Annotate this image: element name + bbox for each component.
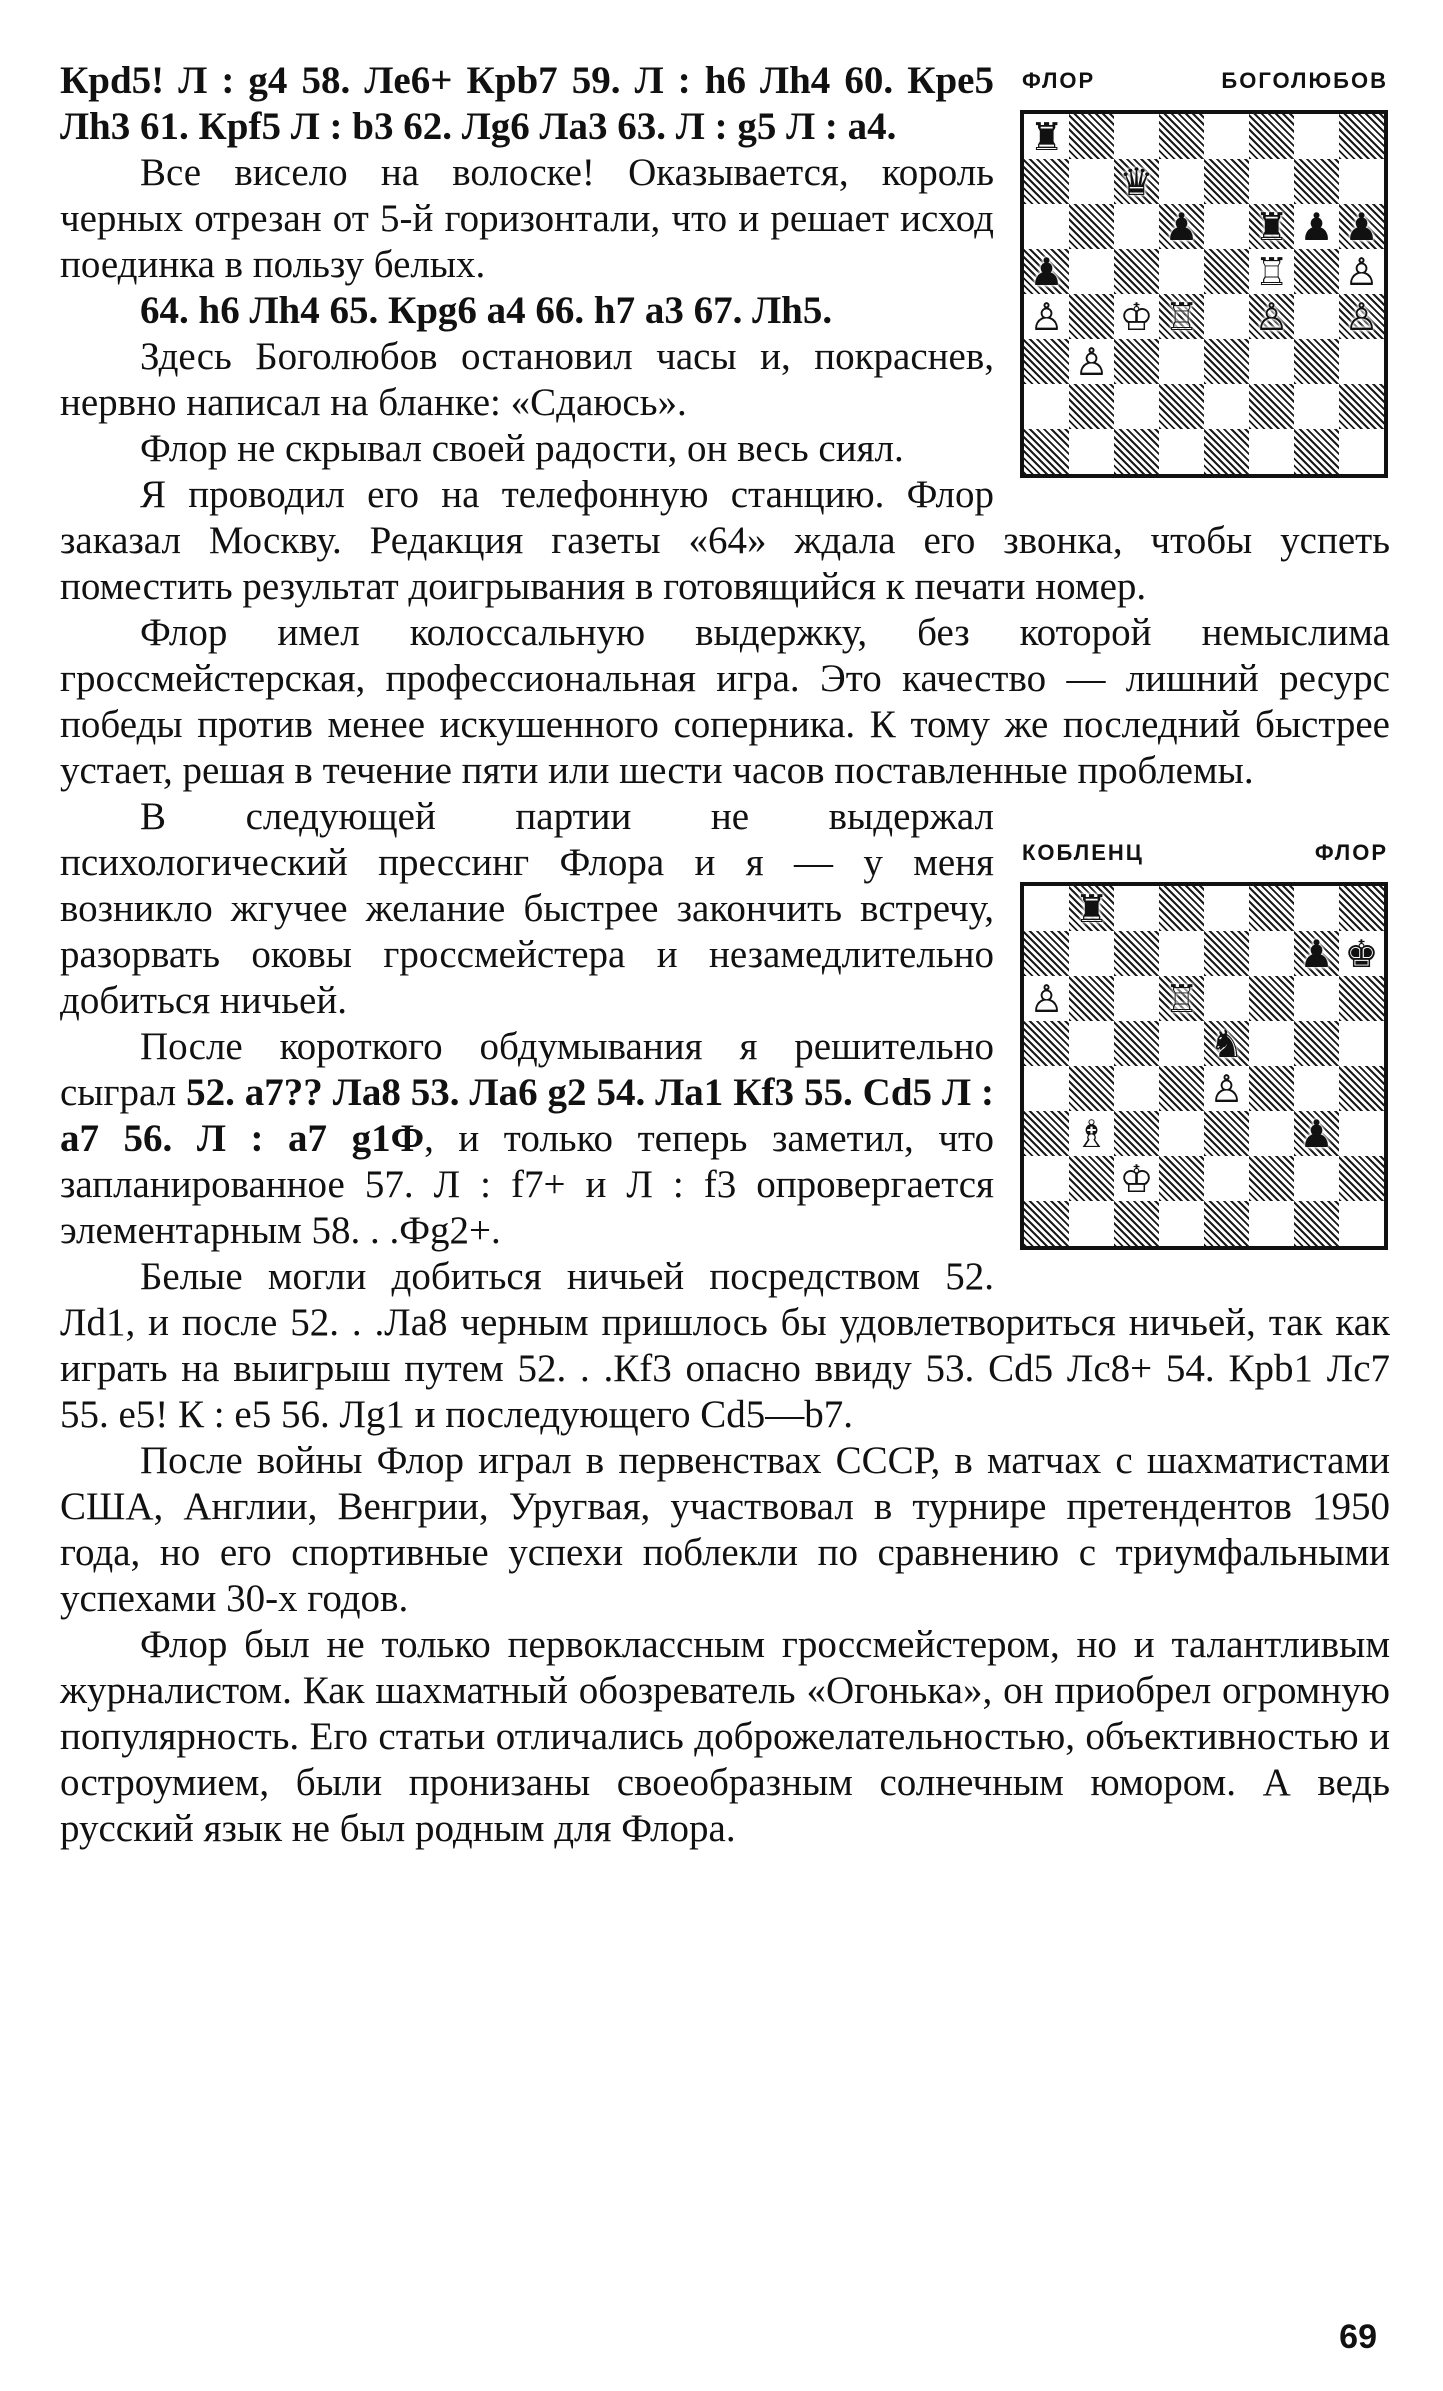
- board-square: [1204, 1066, 1249, 1111]
- board-square: [1159, 429, 1204, 474]
- board-square: [1294, 204, 1339, 249]
- board-square: [1024, 429, 1069, 474]
- white-pawn-icon: ♙: [1074, 339, 1109, 384]
- white-pawn-icon: ♙: [1029, 294, 1064, 339]
- board-square: [1204, 429, 1249, 474]
- paragraph: Я проводил его на телефонную станцию. Флор заказал Москву. Редакция газеты «64» ждала его звонка, чтобы успеть поместить результат доигрывания в готовящийся к печати номер.: [60, 473, 1390, 608]
- black-pawn-icon: ♟: [1299, 1111, 1334, 1156]
- board-square: [1159, 886, 1204, 931]
- black-queen-icon: ♛: [1119, 159, 1154, 204]
- paragraph: Флор был не только первоклассным гроссмейстером, но и талантливым журналистом. Как шахматный обозреватель «Огонька», он приобрел огромную популярность. Его статьи отличались доброжелательностью, объективностью и остроумием, были пронизаны своеобразным солнечным юмором. А ведь русский язык не был родным для Флора.: [60, 1623, 1390, 1850]
- paragraph-part: , и только теперь заметил, что запланированное 57. Л : f7+ и Л : f3 опровергается элементарным 58. . .Фg2+.: [60, 1117, 994, 1252]
- board-square: [1069, 249, 1114, 294]
- board-square: [1339, 1156, 1384, 1201]
- black-rook-icon: ♜: [1254, 204, 1289, 249]
- white-rook-icon: ♖: [1254, 249, 1289, 294]
- board-square: [1339, 1066, 1384, 1111]
- board-square: [1249, 249, 1294, 294]
- board-square: [1159, 294, 1204, 339]
- paragraph: Все висело на волоске! Оказывается, король черных отрезан от 5-й горизонтали, что и решает исход поединка в пользу белых.: [60, 151, 994, 286]
- board-square: [1024, 1111, 1069, 1156]
- board-square: [1069, 1111, 1114, 1156]
- board-square: [1024, 204, 1069, 249]
- board-square: [1069, 1021, 1114, 1066]
- board-square: [1069, 976, 1114, 1021]
- page-content: [60, 58, 1390, 1852]
- board-square: [1114, 886, 1159, 931]
- board-square: [1069, 1066, 1114, 1111]
- board-square: [1159, 931, 1204, 976]
- board-square: [1339, 384, 1384, 429]
- board-square: [1159, 204, 1204, 249]
- board-square: [1249, 339, 1294, 384]
- board-square: [1204, 114, 1249, 159]
- board-square: [1114, 339, 1159, 384]
- board-square: [1114, 429, 1159, 474]
- board-square: [1159, 1111, 1204, 1156]
- board-square: [1249, 429, 1294, 474]
- chess-board-2: [1020, 882, 1388, 1250]
- board-square: [1024, 1066, 1069, 1111]
- board-square: [1159, 1156, 1204, 1201]
- board-square: [1069, 294, 1114, 339]
- black-pawn-icon: ♟: [1299, 931, 1334, 976]
- black-pawn-icon: ♟: [1299, 204, 1334, 249]
- board-square: [1114, 1156, 1159, 1201]
- board-square: [1294, 339, 1339, 384]
- board-square: [1159, 1066, 1204, 1111]
- white-pawn-icon: ♙: [1344, 249, 1379, 294]
- paragraph: Белые могли добиться ничьей посредством 52. Лd1, и после 52. . .Лa8 черным пришлось бы удовлетвориться ничьей, так как играть на выигрыш путем 52. . .Кf3 опасно ввиду 53. Сd5 Лc8+ 54. Крb1 Лc7 55. e5! К : e5 56. Лg1 и последующего Сd5—b7.: [60, 1255, 1390, 1436]
- board-square: [1249, 294, 1294, 339]
- board-square: [1159, 1021, 1204, 1066]
- chess-diagram-2: [1020, 840, 1390, 1250]
- page-number: 69: [1339, 2318, 1377, 2356]
- board-square: [1249, 931, 1294, 976]
- board-square: [1294, 1201, 1339, 1246]
- board-square: [1159, 249, 1204, 294]
- board-square: [1249, 159, 1294, 204]
- paragraph: После войны Флор играл в первенствах СССР, в матчах с шахматистами США, Англии, Венгрии, Уругвая, участвовал в турнире претендентов 1950 года, но его спортивные успехи поблекли по сравнению с триумфальными успехами 30-х годов.: [60, 1439, 1390, 1620]
- black-rook-icon: ♜: [1074, 886, 1109, 931]
- board-square: [1159, 339, 1204, 384]
- game-moves-2: 64. h6 Лh4 65. Крg6 a4 66. h7 a3 67. Лh5.: [140, 289, 833, 332]
- board-square: [1114, 1021, 1159, 1066]
- board-square: [1024, 1156, 1069, 1201]
- board-square: [1069, 886, 1114, 931]
- board-square: [1339, 1201, 1384, 1246]
- board-square: [1339, 429, 1384, 474]
- board-square: [1294, 976, 1339, 1021]
- black-pawn-icon: ♟: [1164, 204, 1199, 249]
- chess-board-1: [1020, 110, 1388, 478]
- board-square: [1069, 159, 1114, 204]
- white-pawn-icon: ♙: [1209, 1066, 1244, 1111]
- board-square: [1249, 384, 1294, 429]
- board-square: [1339, 886, 1384, 931]
- board-square: [1339, 159, 1384, 204]
- board-square: [1204, 886, 1249, 931]
- board-square: [1249, 1201, 1294, 1246]
- board-square: [1204, 1021, 1249, 1066]
- board-square: [1339, 1021, 1384, 1066]
- board-square: [1249, 114, 1294, 159]
- board-square: [1114, 159, 1159, 204]
- board-square: [1114, 1111, 1159, 1156]
- board-square: [1204, 294, 1249, 339]
- board-square: [1024, 886, 1069, 931]
- board-square: [1024, 976, 1069, 1021]
- white-rook-icon: ♖: [1164, 294, 1199, 339]
- white-pawn-icon: ♙: [1254, 294, 1289, 339]
- board-square: [1114, 204, 1159, 249]
- board-square: [1204, 204, 1249, 249]
- black-king-icon: ♚: [1344, 931, 1379, 976]
- board-square: [1024, 931, 1069, 976]
- board-square: [1249, 1066, 1294, 1111]
- diagram-1-right-player: БОГОЛЮБОВ: [1221, 68, 1388, 93]
- board-square: [1024, 294, 1069, 339]
- board-square: [1249, 1021, 1294, 1066]
- board-square: [1204, 976, 1249, 1021]
- board-square: [1069, 339, 1114, 384]
- board-square: [1339, 294, 1384, 339]
- white-rook-icon: ♖: [1164, 976, 1199, 1021]
- board-square: [1204, 384, 1249, 429]
- board-square: [1114, 1201, 1159, 1246]
- black-rook-icon: ♜: [1029, 114, 1064, 159]
- board-square: [1069, 1156, 1114, 1201]
- board-square: [1069, 1201, 1114, 1246]
- white-pawn-icon: ♙: [1029, 976, 1064, 1021]
- board-square: [1294, 1111, 1339, 1156]
- board-square: [1204, 1111, 1249, 1156]
- board-square: [1204, 159, 1249, 204]
- board-square: [1024, 339, 1069, 384]
- board-square: [1294, 429, 1339, 474]
- paragraph: Флор не скрывал своей радости, он весь сиял.: [140, 427, 904, 470]
- board-square: [1024, 1201, 1069, 1246]
- board-square: [1024, 384, 1069, 429]
- board-square: [1204, 249, 1249, 294]
- board-square: [1114, 384, 1159, 429]
- board-square: [1294, 1021, 1339, 1066]
- diagram-1-header: [1020, 68, 1390, 94]
- board-square: [1159, 384, 1204, 429]
- board-square: [1294, 1066, 1339, 1111]
- paragraph: Здесь Боголюбов остановил часы и, покраснев, нервно написал на бланке: «Сдаюсь».: [60, 335, 994, 424]
- black-knight-icon: ♞: [1209, 1021, 1244, 1066]
- board-square: [1114, 114, 1159, 159]
- board-square: [1159, 1201, 1204, 1246]
- board-square: [1204, 1156, 1249, 1201]
- board-square: [1024, 1021, 1069, 1066]
- board-square: [1159, 976, 1204, 1021]
- black-pawn-icon: ♟: [1029, 249, 1064, 294]
- board-square: [1294, 886, 1339, 931]
- chess-diagram-1: [1020, 68, 1390, 478]
- board-square: [1339, 931, 1384, 976]
- board-square: [1159, 114, 1204, 159]
- board-square: [1114, 931, 1159, 976]
- board-square: [1339, 976, 1384, 1021]
- black-pawn-icon: ♟: [1344, 204, 1379, 249]
- white-bishop-icon: ♗: [1074, 1111, 1109, 1156]
- board-square: [1069, 384, 1114, 429]
- board-square: [1114, 249, 1159, 294]
- board-square: [1024, 114, 1069, 159]
- board-square: [1114, 294, 1159, 339]
- board-square: [1204, 339, 1249, 384]
- board-square: [1159, 159, 1204, 204]
- board-square: [1294, 931, 1339, 976]
- paragraph-part: После короткого обдумывания я решительно сыграл: [60, 1025, 994, 1114]
- board-square: [1069, 931, 1114, 976]
- paragraph: Флор имел колоссальную выдержку, без которой немыслима гроссмейстерская, профессиональная игра. Это качество — лишний ресурс победы против менее искушенного соперника. К тому же последний быстрее устает, решая в течение пяти или шести часов поставленные проблемы.: [60, 611, 1390, 792]
- board-square: [1294, 294, 1339, 339]
- diagram-2-right-player: ФЛОР: [1314, 840, 1388, 865]
- board-square: [1339, 339, 1384, 384]
- board-square: [1294, 114, 1339, 159]
- board-square: [1294, 249, 1339, 294]
- board-square: [1024, 159, 1069, 204]
- board-square: [1204, 1201, 1249, 1246]
- board-square: [1339, 114, 1384, 159]
- board-square: [1249, 886, 1294, 931]
- board-square: [1114, 1066, 1159, 1111]
- board-square: [1339, 204, 1384, 249]
- paragraph: В следующей партии не выдержал психологический прессинг Флора и я — у меня возникло жгучее желание быстрее закончить встречу, разорвать оковы гроссмейстера и незамедлительно добиться ничьей.: [60, 795, 994, 1022]
- white-king-icon: ♔: [1119, 1156, 1154, 1201]
- board-square: [1069, 114, 1114, 159]
- board-square: [1249, 976, 1294, 1021]
- board-square: [1294, 159, 1339, 204]
- board-square: [1249, 1156, 1294, 1201]
- game-moves-1: Крd5! Л : g4 58. Лe6+ Крb7 59. Л : h6 Лh4 60. Крe5 Лh3 61. Крf5 Л : b3 62. Лg6 Лa3 63. Л : g5 Л : a4.: [60, 59, 994, 148]
- board-square: [1249, 204, 1294, 249]
- diagram-2-left-player: КОБЛЕНЦ: [1022, 840, 1144, 865]
- diagram-1-left-player: ФЛОР: [1022, 68, 1096, 93]
- board-square: [1069, 429, 1114, 474]
- board-square: [1294, 1156, 1339, 1201]
- game-moves-3: 52. a7?? Лa8 53. Лa6 g2 54. Лa1 Кf3 55. Сd5 Л : a7 56. Л : a7 g1Ф: [60, 1071, 994, 1160]
- board-square: [1294, 384, 1339, 429]
- board-square: [1069, 204, 1114, 249]
- board-square: [1204, 931, 1249, 976]
- board-square: [1114, 976, 1159, 1021]
- board-square: [1339, 1111, 1384, 1156]
- board-square: [1024, 249, 1069, 294]
- white-pawn-icon: ♙: [1344, 294, 1379, 339]
- board-square: [1249, 1111, 1294, 1156]
- board-square: [1339, 249, 1384, 294]
- white-king-icon: ♔: [1119, 294, 1154, 339]
- diagram-2-header: [1020, 840, 1390, 866]
